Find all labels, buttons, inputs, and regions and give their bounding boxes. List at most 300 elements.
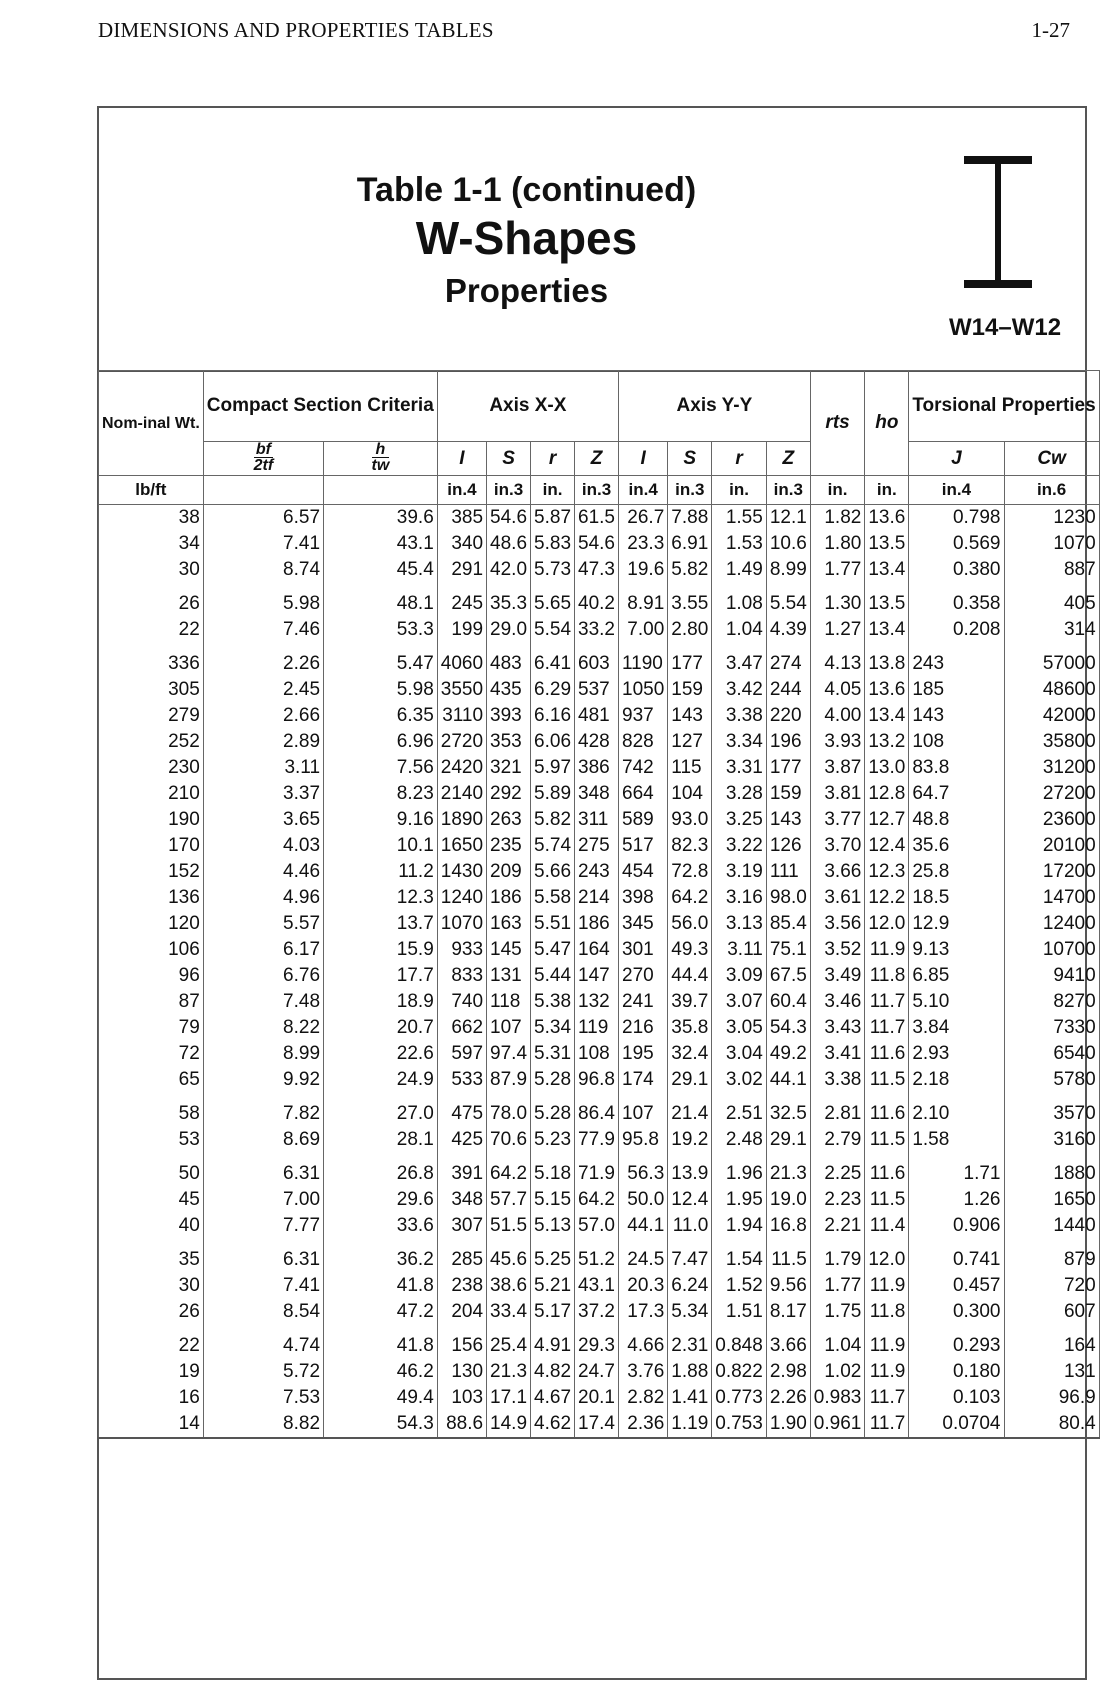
- table-cell: 80.4: [1004, 1411, 1099, 1438]
- table-cell: 5.82: [668, 557, 712, 583]
- table-cell: 57.0: [575, 1213, 619, 1239]
- table-cell: 118: [487, 989, 531, 1015]
- table-cell: 3160: [1004, 1127, 1099, 1153]
- table-cell: 96.9: [1004, 1385, 1099, 1411]
- table-cell: 2.51: [712, 1093, 767, 1127]
- table-cell: 4.13: [810, 643, 865, 677]
- table-cell: 0.0704: [909, 1411, 1004, 1438]
- unit-cell: lb/ft: [99, 476, 204, 505]
- table-cell: 662: [437, 1015, 486, 1041]
- table-cell: 6.06: [531, 729, 575, 755]
- table-cell: 5.18: [531, 1153, 575, 1187]
- table-cell: 6.17: [203, 937, 323, 963]
- table-cell: 5.17: [531, 1299, 575, 1325]
- table-cell: 2.23: [810, 1187, 865, 1213]
- table-row: [99, 1093, 1100, 1127]
- table-cell: 279: [99, 703, 204, 729]
- table-cell: 385: [437, 505, 486, 532]
- table-cell: 3.81: [810, 781, 865, 807]
- table-cell: 107: [487, 1015, 531, 1041]
- table-cell: 25.4: [487, 1325, 531, 1359]
- table-cell: 0.848: [712, 1325, 767, 1359]
- table-cell: 1.04: [810, 1325, 865, 1359]
- table-cell: 25.8: [909, 859, 1004, 885]
- table-cell: 742: [619, 755, 668, 781]
- table-cell: 5.66: [531, 859, 575, 885]
- table-cell: 7.00: [619, 617, 668, 643]
- table-cell: 30: [99, 1273, 204, 1299]
- running-head: DIMENSIONS AND PROPERTIES TABLES: [98, 18, 494, 42]
- table-cell: 12.0: [865, 911, 909, 937]
- table-cell: 96: [99, 963, 204, 989]
- table-cell: 0.358: [909, 583, 1004, 617]
- table-cell: 71.9: [575, 1153, 619, 1187]
- table-cell: 13.7: [324, 911, 438, 937]
- table-cell: 2.10: [909, 1093, 1004, 1127]
- table-cell: 305: [99, 677, 204, 703]
- header-h-tw: [324, 442, 438, 476]
- table-cell: 20100: [1004, 833, 1099, 859]
- table-cell: 29.3: [575, 1325, 619, 1359]
- table-cell: 11.9: [865, 1325, 909, 1359]
- table-cell: 3.42: [712, 677, 767, 703]
- table-cell: 1.90: [766, 1411, 810, 1438]
- table-cell: 2.25: [810, 1153, 865, 1187]
- table-cell: 2.26: [766, 1385, 810, 1411]
- table-cell: 0.569: [909, 531, 1004, 557]
- table-cell: 96.8: [575, 1067, 619, 1093]
- table-cell: 1050: [619, 677, 668, 703]
- table-cell: 6.96: [324, 729, 438, 755]
- table-cell: 136: [99, 885, 204, 911]
- table-cell: 44.1: [619, 1213, 668, 1239]
- table-cell: 336: [99, 643, 204, 677]
- h-numerator: h: [372, 442, 390, 458]
- table-cell: 12.4: [865, 833, 909, 859]
- table-cell: 13.5: [865, 583, 909, 617]
- table-cell: 1.53: [712, 531, 767, 557]
- table-cell: 244: [766, 677, 810, 703]
- table-cell: 40: [99, 1213, 204, 1239]
- table-cell: 21.4: [668, 1093, 712, 1127]
- table-cell: 8270: [1004, 989, 1099, 1015]
- table-cell: 2420: [437, 755, 486, 781]
- table-cell: 589: [619, 807, 668, 833]
- table-cell: 196: [766, 729, 810, 755]
- table-cell: 86.4: [575, 1093, 619, 1127]
- table-cell: 1.88: [668, 1359, 712, 1385]
- table-row: [99, 643, 1100, 677]
- table-cell: 26.7: [619, 505, 668, 532]
- table-cell: 126: [766, 833, 810, 859]
- table-cell: 12.3: [324, 885, 438, 911]
- table-cell: 1070: [437, 911, 486, 937]
- table-cell: 26: [99, 1299, 204, 1325]
- table-cell: 3.07: [712, 989, 767, 1015]
- table-cell: 2.36: [619, 1411, 668, 1438]
- table-cell: 47.3: [575, 557, 619, 583]
- table-cell: 5.54: [531, 617, 575, 643]
- table-cell: 6.31: [203, 1239, 323, 1273]
- table-cell: 3.11: [712, 937, 767, 963]
- table-cell: 60.4: [766, 989, 810, 1015]
- unit-cell: in.4: [619, 476, 668, 505]
- table-cell: 3.55: [668, 583, 712, 617]
- table-cell: 35.3: [487, 583, 531, 617]
- table-cell: 35.8: [668, 1015, 712, 1041]
- table-cell: 17.4: [575, 1411, 619, 1438]
- table-cell: 8.74: [203, 557, 323, 583]
- header-torsional: Torsional Properties: [909, 371, 1099, 442]
- table-cell: 12.8: [865, 781, 909, 807]
- table-cell: 4.03: [203, 833, 323, 859]
- table-cell: 10700: [1004, 937, 1099, 963]
- table-cell: 7.48: [203, 989, 323, 1015]
- table-cell: 33.6: [324, 1213, 438, 1239]
- table-cell: 7.46: [203, 617, 323, 643]
- table-cell: 2.31: [668, 1325, 712, 1359]
- table-cell: 8.17: [766, 1299, 810, 1325]
- table-cell: 5.47: [531, 937, 575, 963]
- table-cell: 19.6: [619, 557, 668, 583]
- table-cell: 4.05: [810, 677, 865, 703]
- table-cell: 14.9: [487, 1411, 531, 1438]
- table-row: [99, 1411, 1100, 1438]
- table-cell: 147: [575, 963, 619, 989]
- table-cell: 45.4: [324, 557, 438, 583]
- table-cell: 353: [487, 729, 531, 755]
- table-cell: 12.0: [865, 1239, 909, 1273]
- table-row: [99, 1213, 1100, 1239]
- table-cell: 828: [619, 729, 668, 755]
- table-cell: 46.2: [324, 1359, 438, 1385]
- table-row: [99, 963, 1100, 989]
- table-cell: 8.91: [619, 583, 668, 617]
- table-cell: 13.6: [865, 505, 909, 532]
- table-cell: 17.7: [324, 963, 438, 989]
- table-cell: 3.66: [766, 1325, 810, 1359]
- table-cell: 664: [619, 781, 668, 807]
- table-cell: 97.4: [487, 1041, 531, 1067]
- table-cell: 195: [619, 1041, 668, 1067]
- header-axis-yy: Axis Y-Y: [619, 371, 811, 442]
- table-cell: 597: [437, 1041, 486, 1067]
- table-cell: 11.6: [865, 1093, 909, 1127]
- table-cell: 1.80: [810, 531, 865, 557]
- table-cell: 933: [437, 937, 486, 963]
- table-cell: 14700: [1004, 885, 1099, 911]
- table-cell: 1.04: [712, 617, 767, 643]
- table-cell: 75.1: [766, 937, 810, 963]
- header-ry: r: [712, 442, 767, 476]
- table-cell: 12.7: [865, 807, 909, 833]
- table-cell: 1240: [437, 885, 486, 911]
- table-cell: 5.28: [531, 1067, 575, 1093]
- header-rts: rts: [810, 371, 865, 476]
- table-cell: 78.0: [487, 1093, 531, 1127]
- table-cell: 43.1: [575, 1273, 619, 1299]
- header-sx: S: [487, 442, 531, 476]
- header-axis-xx: Axis X-X: [437, 371, 618, 442]
- table-cell: 435: [487, 677, 531, 703]
- table-row: [99, 703, 1100, 729]
- unit-cell: in.6: [1004, 476, 1099, 505]
- table-cell: 186: [575, 911, 619, 937]
- table-cell: 190: [99, 807, 204, 833]
- table-cell: 6.16: [531, 703, 575, 729]
- table-row: [99, 1127, 1100, 1153]
- table-cell: 12.4: [668, 1187, 712, 1213]
- table-cell: 3.31: [712, 755, 767, 781]
- table-cell: 6.24: [668, 1273, 712, 1299]
- header-sy: S: [668, 442, 712, 476]
- table-cell: 311: [575, 807, 619, 833]
- table-cell: 6.85: [909, 963, 1004, 989]
- table-cell: 13.4: [865, 703, 909, 729]
- table-cell: 0.961: [810, 1411, 865, 1438]
- table-cell: 108: [575, 1041, 619, 1067]
- table-cell: 1.51: [712, 1299, 767, 1325]
- table-cell: 230: [99, 755, 204, 781]
- table-cell: 428: [575, 729, 619, 755]
- table-cell: 0.208: [909, 617, 1004, 643]
- table-cell: 1.77: [810, 1273, 865, 1299]
- unit-cell: in.4: [909, 476, 1004, 505]
- table-cell: 37.2: [575, 1299, 619, 1325]
- header-bf-2tf: [203, 442, 323, 476]
- table-cell: 3.22: [712, 833, 767, 859]
- table-cell: 11.9: [865, 1359, 909, 1385]
- table-cell: 1.55: [712, 505, 767, 532]
- table-cell: 13.4: [865, 557, 909, 583]
- table-cell: 5.44: [531, 963, 575, 989]
- table-cell: 82.3: [668, 833, 712, 859]
- table-cell: 263: [487, 807, 531, 833]
- table-cell: 0.380: [909, 557, 1004, 583]
- header-cw: Cw: [1004, 442, 1099, 476]
- table-cell: 11.7: [865, 1015, 909, 1041]
- table-row: [99, 1325, 1100, 1359]
- table-cell: 13.5: [865, 531, 909, 557]
- table-cell: 214: [575, 885, 619, 911]
- table-cell: 607: [1004, 1299, 1099, 1325]
- table-cell: 64.7: [909, 781, 1004, 807]
- table-cell: 1.71: [909, 1153, 1004, 1187]
- i-beam-icon: [959, 156, 1039, 296]
- table-cell: 386: [575, 755, 619, 781]
- table-cell: 285: [437, 1239, 486, 1273]
- table-cell: 2.89: [203, 729, 323, 755]
- table-cell: 1.54: [712, 1239, 767, 1273]
- table-cell: 5.23: [531, 1127, 575, 1153]
- table-cell: 11.7: [865, 989, 909, 1015]
- table-cell: 2.80: [668, 617, 712, 643]
- table-cell: 33.2: [575, 617, 619, 643]
- table-cell: 7330: [1004, 1015, 1099, 1041]
- table-cell: 44.1: [766, 1067, 810, 1093]
- table-caption: Table 1-1 (continued): [356, 171, 697, 209]
- table-row: [99, 859, 1100, 885]
- table-cell: 11.7: [865, 1411, 909, 1438]
- table-cell: 887: [1004, 557, 1099, 583]
- table-cell: 2.81: [810, 1093, 865, 1127]
- table-cell: 235: [487, 833, 531, 859]
- table-cell: 245: [437, 583, 486, 617]
- table-cell: 7.77: [203, 1213, 323, 1239]
- table-cell: 1440: [1004, 1213, 1099, 1239]
- table-cell: 3.49: [810, 963, 865, 989]
- table-cell: 95.8: [619, 1127, 668, 1153]
- table-cell: 0.822: [712, 1359, 767, 1385]
- table-cell: 39.7: [668, 989, 712, 1015]
- table-cell: 38: [99, 505, 204, 532]
- table-cell: 9.56: [766, 1273, 810, 1299]
- table-row: [99, 1239, 1100, 1273]
- table-cell: 5.87: [531, 505, 575, 532]
- table-cell: 38.6: [487, 1273, 531, 1299]
- table-cell: 483: [487, 643, 531, 677]
- table-cell: 1890: [437, 807, 486, 833]
- table-cell: 3.77: [810, 807, 865, 833]
- table-cell: 5.25: [531, 1239, 575, 1273]
- table-cell: 1070: [1004, 531, 1099, 557]
- table-cell: 274: [766, 643, 810, 677]
- table-cell: 120: [99, 911, 204, 937]
- table-cell: 20.3: [619, 1273, 668, 1299]
- table-cell: 119: [575, 1015, 619, 1041]
- table-cell: 2.21: [810, 1213, 865, 1239]
- table-cell: 5.47: [324, 643, 438, 677]
- table-cell: 340: [437, 531, 486, 557]
- table-cell: 5.54: [766, 583, 810, 617]
- table-cell: 199: [437, 617, 486, 643]
- table-cell: 65: [99, 1067, 204, 1093]
- table-cell: 5.10: [909, 989, 1004, 1015]
- table-cell: 603: [575, 643, 619, 677]
- table-cell: 0.773: [712, 1385, 767, 1411]
- table-cell: 159: [668, 677, 712, 703]
- table-cell: 8.99: [766, 557, 810, 583]
- table-cell: 393: [487, 703, 531, 729]
- table-cell: 11.2: [324, 859, 438, 885]
- table-cell: 26: [99, 583, 204, 617]
- table-cell: 6.91: [668, 531, 712, 557]
- table-cell: 4.39: [766, 617, 810, 643]
- table-cell: 11.9: [865, 937, 909, 963]
- table-cell: 145: [487, 937, 531, 963]
- table-cell: 43.1: [324, 531, 438, 557]
- table-cell: 2.45: [203, 677, 323, 703]
- table-cell: 1.96: [712, 1153, 767, 1187]
- table-cell: 1.49: [712, 557, 767, 583]
- table-cell: 32.4: [668, 1041, 712, 1067]
- table-cell: 1190: [619, 643, 668, 677]
- table-cell: 4.00: [810, 703, 865, 729]
- table-cell: 5.51: [531, 911, 575, 937]
- table-cell: 85.4: [766, 911, 810, 937]
- table-cell: 720: [1004, 1273, 1099, 1299]
- table-cell: 13.0: [865, 755, 909, 781]
- table-cell: 11.8: [865, 963, 909, 989]
- table-cell: 11.9: [865, 1273, 909, 1299]
- table-cell: 11.5: [766, 1239, 810, 1273]
- table-cell: 3550: [437, 677, 486, 703]
- table-cell: 243: [575, 859, 619, 885]
- table-cell: 54.6: [575, 531, 619, 557]
- table-cell: 56.3: [619, 1153, 668, 1187]
- unit-cell: in.4: [437, 476, 486, 505]
- table-cell: 3.04: [712, 1041, 767, 1067]
- title-block: [99, 108, 1085, 372]
- table-cell: 21.3: [766, 1153, 810, 1187]
- table-cell: 9.13: [909, 937, 1004, 963]
- table-cell: 11.5: [865, 1187, 909, 1213]
- table-cell: 17.1: [487, 1385, 531, 1411]
- table-cell: 64.2: [487, 1153, 531, 1187]
- table-cell: 252: [99, 729, 204, 755]
- table-cell: 5.82: [531, 807, 575, 833]
- table-cell: 2.18: [909, 1067, 1004, 1093]
- table-cell: 27.0: [324, 1093, 438, 1127]
- table-cell: 12.9: [909, 911, 1004, 937]
- table-cell: 131: [1004, 1359, 1099, 1385]
- table-cell: 3.76: [619, 1359, 668, 1385]
- table-cell: 143: [668, 703, 712, 729]
- table-cell: 12.3: [865, 859, 909, 885]
- table-row: [99, 833, 1100, 859]
- table-cell: 0.906: [909, 1213, 1004, 1239]
- table-cell: 475: [437, 1093, 486, 1127]
- table-cell: 49.3: [668, 937, 712, 963]
- table-cell: 275: [575, 833, 619, 859]
- table-cell: 8.82: [203, 1411, 323, 1438]
- table-cell: 7.00: [203, 1187, 323, 1213]
- table-cell: 11.8: [865, 1299, 909, 1325]
- table-cell: 292: [487, 781, 531, 807]
- table-row: [99, 781, 1100, 807]
- table-cell: 87: [99, 989, 204, 1015]
- table-cell: 238: [437, 1273, 486, 1299]
- table-cell: 0.180: [909, 1359, 1004, 1385]
- table-cell: 216: [619, 1015, 668, 1041]
- unit-cell: in.3: [766, 476, 810, 505]
- table-cell: 348: [437, 1187, 486, 1213]
- table-subtitle: Properties: [444, 272, 609, 309]
- table-row: [99, 617, 1100, 643]
- table-cell: 13.9: [668, 1153, 712, 1187]
- table-cell: 127: [668, 729, 712, 755]
- header-nominal-wt: Nom-inal Wt.: [99, 371, 204, 476]
- table-cell: 53: [99, 1127, 204, 1153]
- table-cell: 204: [437, 1299, 486, 1325]
- table-cell: 77.9: [575, 1127, 619, 1153]
- table-cell: 2.93: [909, 1041, 1004, 1067]
- table-cell: 1.41: [668, 1385, 712, 1411]
- table-cell: 39.6: [324, 505, 438, 532]
- table-cell: 64.2: [575, 1187, 619, 1213]
- table-body: [99, 505, 1100, 1439]
- table-cell: 9410: [1004, 963, 1099, 989]
- table-cell: 5.13: [531, 1213, 575, 1239]
- table-cell: 51.5: [487, 1213, 531, 1239]
- table-cell: 48.1: [324, 583, 438, 617]
- table-row: [99, 1015, 1100, 1041]
- table-cell: 8.23: [324, 781, 438, 807]
- table-cell: 345: [619, 911, 668, 937]
- table-cell: 3.05: [712, 1015, 767, 1041]
- table-cell: 5.72: [203, 1359, 323, 1385]
- table-cell: 307: [437, 1213, 486, 1239]
